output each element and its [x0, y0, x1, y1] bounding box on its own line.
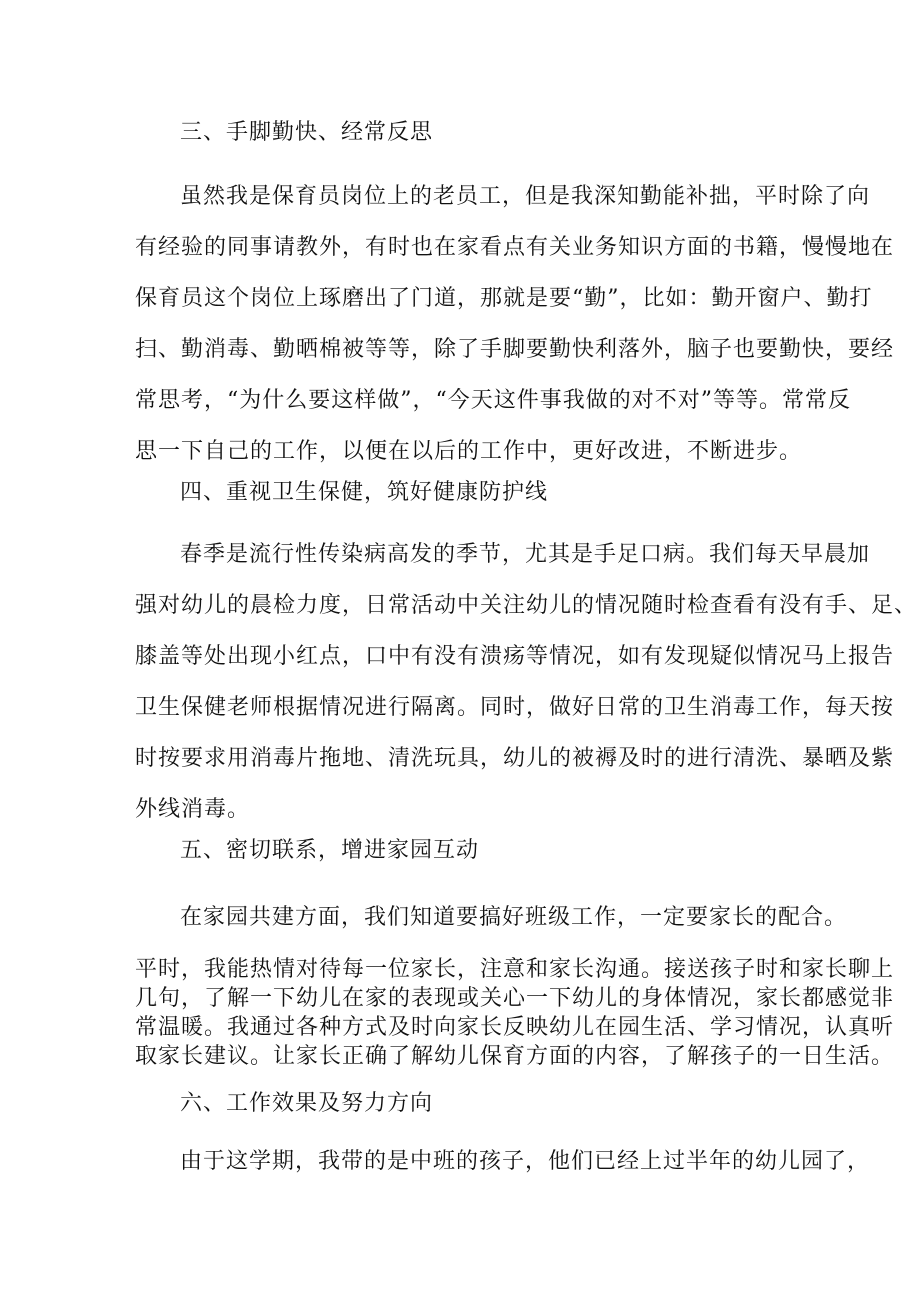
section-heading: 五、密切联系，增进家园互动	[180, 838, 480, 863]
paragraph-line: 有经验的同事请教外，有时也在家看点有关业务知识方面的书籍，慢慢地在	[135, 235, 895, 260]
paragraph-line: 膝盖等处出现小红点，口中有没有溃疡等情况，如有发现疑似情况马上报告	[135, 644, 895, 669]
paragraph-line: 由于这学期，我带的是中班的孩子，他们已经上过半年的幼儿园了，	[180, 1149, 871, 1174]
paragraph-line: 常温暖。我通过各种方式及时向家长反映幼儿在园生活、学习情况，认真听	[135, 1015, 895, 1040]
paragraph-line: 扫、勤消毒、勤晒棉被等等，除了手脚要勤快利落外，脑子也要勤快，要经	[135, 337, 895, 362]
paragraph-line: 常思考，“为什么要这样做”，“今天这件事我做的对不对”等等。常常反	[135, 388, 851, 413]
paragraph-line: 取家长建议。让家长正确了解幼儿保育方面的内容，了解孩子的一日生活。	[135, 1044, 895, 1069]
paragraph-line: 春季是流行性传染病高发的季节，尤其是手足口病。我们每天早晨加	[180, 542, 871, 567]
section-lead-line: 在家园共建方面，我们知道要搞好班级工作，一定要家长的配合。	[180, 905, 848, 930]
section-paragraph	[135, 529, 918, 835]
section-heading: 六、工作效果及努力方向	[180, 1091, 434, 1116]
paragraph-line: 时按要求用消毒片拖地、清洗玩具，幼儿的被褥及时的进行清洗、暴晒及紫	[135, 746, 895, 771]
paragraph-line: 思一下自己的工作，以便在以后的工作中，更好改进，不断进步。	[135, 439, 803, 464]
paragraph-line: 虽然我是保育员岗位上的老员工，但是我深知勤能补拙，平时除了向	[180, 184, 871, 209]
section-paragraph	[135, 171, 895, 477]
paragraph-line: 外线消毒。	[135, 797, 251, 822]
paragraph-line: 卫生保健老师根据情况进行隔离。同时，做好日常的卫生消毒工作，每天按	[135, 695, 895, 720]
paragraph-line: 保育员这个岗位上琢磨出了门道，那就是要“勤”，比如：勤开窗户、勤打	[135, 286, 873, 311]
paragraph-line: 强对幼儿的晨检力度，日常活动中关注幼儿的情况随时检查看有没有手、足、	[135, 593, 918, 618]
paragraph-line: 几句，了解一下幼儿在家的表现或关心一下幼儿的身体情况，家长都感觉非	[135, 986, 895, 1011]
section-paragraph	[135, 955, 895, 1071]
section-heading: 四、重视卫生保健，筑好健康防护线	[180, 480, 549, 505]
paragraph-line: 平时，我能热情对待每一位家长，注意和家长沟通。接送孩子时和家长聊上	[135, 957, 895, 982]
section-paragraph	[135, 1136, 871, 1187]
section-heading: 三、手脚勤快、经常反思	[180, 120, 434, 145]
